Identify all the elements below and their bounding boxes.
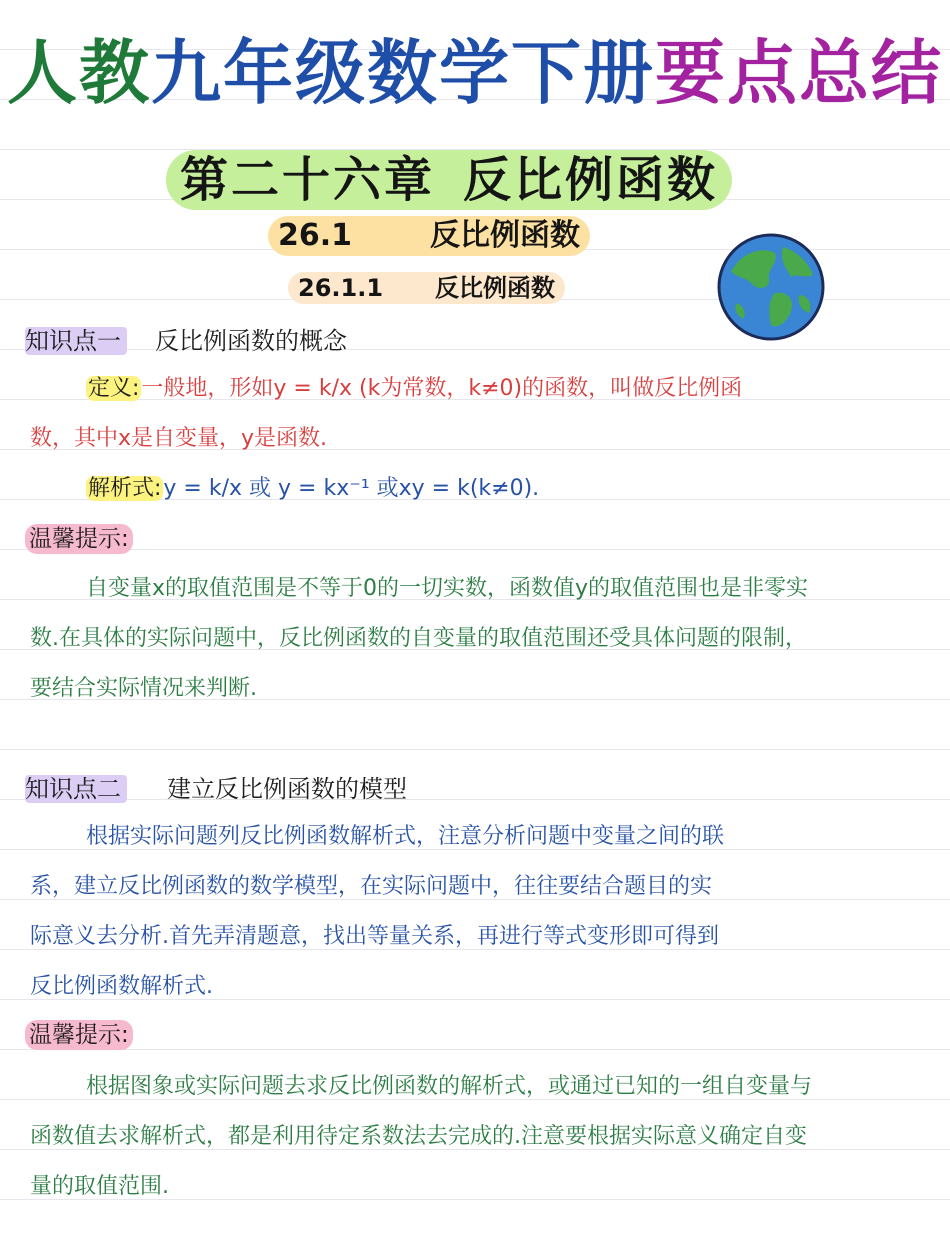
kp2-label: 知识点二 bbox=[25, 775, 127, 803]
section-name: 反比例函数 bbox=[430, 218, 581, 253]
chapter-label: 第二十六章 bbox=[180, 152, 436, 208]
knowledge-point-2-heading bbox=[25, 774, 407, 804]
kp2-title: 建立反比例函数的模型 bbox=[167, 775, 407, 803]
kp2-body-line-3: 际意义去分析.首先弄清题意，找出等量关系，再进行等式变形即可得到 bbox=[30, 924, 719, 949]
kp2-body-line-1: 根据实际问题列反比例函数解析式，注意分析问题中变量之间的联 bbox=[86, 824, 725, 849]
kp1-tip-line-1: 自变量x的取值范围是不等于0的一切实数，函数值y的取值范围也是非零实 bbox=[86, 576, 809, 601]
globe-icon bbox=[717, 233, 825, 341]
definition-label: 定义: bbox=[88, 376, 140, 401]
definition-text-2: 数，其中x是自变量，y是函数. bbox=[30, 426, 328, 451]
subsection-name: 反比例函数 bbox=[435, 274, 556, 302]
section-number: 26.1 bbox=[278, 218, 353, 253]
kp1-formula bbox=[30, 464, 918, 514]
kp1-tip-heading: 温馨提示: bbox=[25, 524, 133, 554]
kp1-title: 反比例函数的概念 bbox=[155, 327, 347, 355]
definition-text-1: 一般地，形如y = k/x (k为常数，k≠0)的函数，叫做反比例函 bbox=[141, 376, 743, 401]
kp2-tip-line-1: 根据图象或实际问题去求反比例函数的解析式，或通过已知的一组自变量与 bbox=[86, 1074, 813, 1099]
chapter-heading bbox=[166, 150, 732, 210]
knowledge-point-1-heading bbox=[25, 326, 347, 356]
kp2-tip-heading: 温馨提示: bbox=[25, 1020, 133, 1050]
kp1-definition bbox=[30, 364, 918, 464]
kp2-body-line-2: 系，建立反比例函数的数学模型，在实际问题中，往往要结合题目的实 bbox=[30, 874, 713, 899]
kp1-tip-line-3: 要结合实际情况来判断. bbox=[30, 676, 257, 701]
kp2-body bbox=[30, 812, 918, 1012]
kp2-tip-text bbox=[30, 1062, 918, 1212]
kp1-label: 知识点一 bbox=[25, 327, 127, 355]
kp2-body-line-4: 反比例函数解析式. bbox=[30, 974, 213, 999]
title-part-publisher: 人教 bbox=[7, 32, 151, 114]
kp1-tip-line-2: 数.在具体的实际问题中，反比例函数的自变量的取值范围还受具体问题的限制， bbox=[30, 626, 807, 651]
kp2-tip-line-3: 量的取值范围. bbox=[30, 1174, 169, 1199]
subsection-number: 26.1.1 bbox=[298, 274, 384, 302]
page-title bbox=[0, 28, 950, 118]
title-part-summary: 要点总结 bbox=[655, 32, 943, 114]
kp1-tip-text bbox=[30, 564, 918, 714]
title-part-grade: 九年级数学下册 bbox=[151, 32, 655, 114]
kp2-tip-line-2: 函数值去求解析式，都是利用待定系数法去完成的.注意要根据实际意义确定自变 bbox=[30, 1124, 807, 1149]
section-heading bbox=[268, 216, 590, 256]
chapter-name: 反比例函数 bbox=[463, 152, 719, 208]
formula-text: y = k/x 或 y = kx⁻¹ 或xy = k(k≠0). bbox=[163, 476, 540, 501]
subsection-heading bbox=[288, 272, 565, 304]
formula-label: 解析式: bbox=[88, 476, 162, 501]
